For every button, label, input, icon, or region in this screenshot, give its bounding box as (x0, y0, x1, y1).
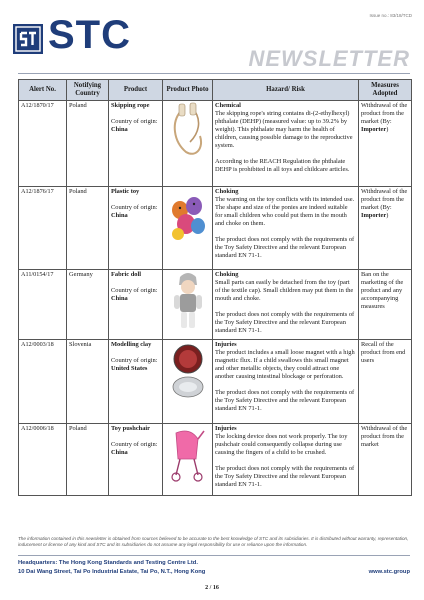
hazard-note: The product does not comply with the requirements of the Toy Safety Directive and the relevant European standard EN 71-1. (215, 389, 355, 412)
hazard-description: The product includes a small loose magnet with a high magnetic flux. If a child swallows this small magnet and other metallic objects, they could attract one another causing intestinal blockage or perforation. (215, 349, 355, 380)
notifying-country: Poland (67, 101, 109, 187)
origin-country: China (111, 212, 128, 219)
hazard-note: The product does not comply with the requirements of the Toy Safety Directive and the relevant European standard EN 71-1. (215, 236, 355, 259)
notifying-country: Poland (67, 187, 109, 270)
table-header-row (19, 80, 412, 101)
origin-label: Country of origin: (111, 441, 158, 448)
hazard-cell (213, 101, 359, 187)
column-header-country: Notifying Country (67, 80, 109, 101)
hazard-description: Small parts can easily be detached from the toy (part of the textile cap). Small children may put them in the mouth and choke. (215, 279, 354, 302)
hazard-type: Chemical (215, 102, 241, 109)
notifying-country: Germany (67, 270, 109, 340)
skipping-rope-photo-icon (166, 102, 210, 162)
product-name: Plastic toy (111, 188, 140, 195)
table-row (19, 424, 412, 496)
hazard-note: According to the REACH Regulation the phthalate DEHP is prohibited in all toys and childcare articles. (215, 158, 350, 173)
hazard-type: Choking (215, 271, 239, 278)
product-photo (163, 424, 213, 496)
hazard-cell (213, 424, 359, 496)
column-header-alert-no: Alert No. (19, 80, 67, 101)
origin-label: Country of origin: (111, 118, 158, 125)
alert-number: A12/0006/18 (19, 424, 67, 496)
table-row (19, 270, 412, 340)
alerts-table (18, 79, 412, 496)
disclaimer: The information contained in this newsletter is obtained from sources believed to be accurate to the best knowledge of STC and its subsidiaries. It is distributed without warranty, representation, inducement or license of any kind and STC and its subsidiaries do not assume any legal responsibility for use or reliance upon the information. (18, 536, 409, 547)
product-photo (163, 101, 213, 187)
issue-number: Issue no.: 83/18/TCD (369, 13, 412, 18)
product-cell (109, 340, 163, 424)
toy-pushchair-photo-icon (166, 425, 210, 485)
product-photo (163, 187, 213, 270)
origin-label: Country of origin: (111, 204, 158, 211)
hazard-type: Choking (215, 188, 239, 195)
hazard-description: The locking device does not work properly. The toy pushchair could consequently collapse during use causing the fingers of a child to be crushed. (215, 433, 348, 456)
product-cell (109, 187, 163, 270)
origin-country: China (111, 126, 128, 133)
table-row (19, 187, 412, 270)
hazard-note: The product does not comply with the requirements of the Toy Safety Directive and the relevant European standard EN 71-1. (215, 311, 355, 334)
product-name: Modelling clay (111, 341, 152, 348)
measures-adopted: Withdrawal of the product from the market (359, 424, 412, 496)
column-header-photo: Product Photo (163, 80, 213, 101)
column-header-hazard: Hazard/ Risk (213, 80, 359, 101)
measures-adopted: Recall of the product from end users (359, 340, 412, 424)
hazard-cell (213, 270, 359, 340)
hazard-cell (213, 340, 359, 424)
product-name: Toy pushchair (111, 425, 151, 432)
alert-number: A12/1876/17 (19, 187, 67, 270)
headquarters-address: 10 Dai Wang Street, Tai Po Industrial Estate, Tai Po, N.T., Hong Kong (18, 569, 206, 575)
hazard-note: The product does not comply with the requirements of the Toy Safety Directive and the relevant European standard EN 71-1. (215, 465, 355, 488)
hazard-description: The skipping rope's string contains di-(2-ethylhexyl) phthalate (DEHP) (measured value: up to 39.2% by weight). This phthalate may harm the health of children, causing possible damage to the reproductive system. (215, 110, 353, 149)
product-photo (163, 270, 213, 340)
stc-logo-icon (13, 24, 43, 54)
footer-divider (18, 555, 410, 556)
product-cell (109, 270, 163, 340)
plastic-toy-photo-icon (166, 188, 210, 248)
measures-adopted: Ban on the marketing of the product and any accompanying measures (359, 270, 412, 340)
origin-country: China (111, 449, 128, 456)
hazard-type: Injuries (215, 341, 237, 348)
column-header-measures: Measures Adopted (359, 80, 412, 101)
table-row (19, 340, 412, 424)
product-name: Fabric doll (111, 271, 141, 278)
hazard-description: The warning on the toy conflicts with its intended use. The shape and size of the ponies are indeed suitable for small children who could put them in the mouth and choke on them. (215, 196, 355, 227)
fabric-doll-photo-icon (166, 271, 210, 333)
origin-label: Country of origin: (111, 357, 158, 364)
page-number: 2 / 16 (205, 585, 219, 591)
product-photo (163, 340, 213, 424)
alert-number: A11/0154/17 (19, 270, 67, 340)
alert-number: A12/0003/18 (19, 340, 67, 424)
column-header-product: Product (109, 80, 163, 101)
headquarters-name: Headquarters: The Hong Kong Standards and Testing Centre Ltd. (18, 560, 198, 566)
notifying-country: Slovenia (67, 340, 109, 424)
notifying-country: Poland (67, 424, 109, 496)
website-link[interactable]: www.stc.group (368, 569, 410, 575)
origin-label: Country of origin: (111, 287, 158, 294)
alert-number: A12/1870/17 (19, 101, 67, 187)
origin-country: United States (111, 365, 148, 372)
header-divider (18, 73, 410, 74)
table-row (19, 101, 412, 187)
modelling-clay-photo-icon (166, 341, 210, 401)
page-header (0, 0, 424, 72)
product-cell (109, 424, 163, 496)
hazard-type: Injuries (215, 425, 237, 432)
newsletter-title: NEWSLETTER (248, 46, 410, 71)
product-cell (109, 101, 163, 187)
origin-country: China (111, 295, 128, 302)
brand-name: STC (48, 13, 131, 57)
measures-adopted: Withdrawal of the product from the market (By: Importer) (359, 187, 412, 270)
product-name: Skipping rope (111, 102, 150, 109)
measures-adopted: Withdrawal of the product from the market (By: Importer) (359, 101, 412, 187)
hazard-cell (213, 187, 359, 270)
